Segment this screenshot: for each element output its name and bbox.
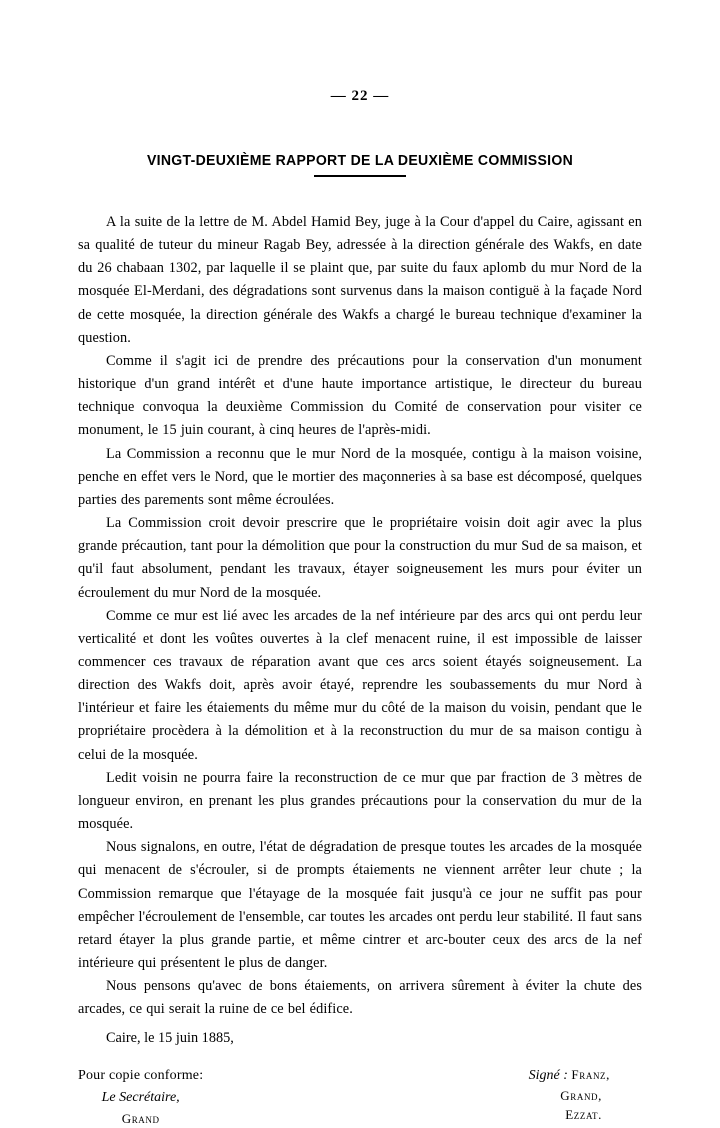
paragraph: Ledit voisin ne pourra faire la reconstruction de ce mur que par fraction de 3 mètres de longueur environ, en prenant les plus grandes précautions pour la conservation du mur de la mosquée.: [78, 769, 642, 833]
paragraph: Nous signalons, en outre, l'état de dégradation de presque toutes les arcades de la mosquée qui menacent de s'écrouler, si de prompts étaiements ne viennent arrêter leur chute ; la Commission remarque que l'étayage de la mosquée fait jusqu'à ce jour ne suffit pas pour empêcher l'écroulement de l'ensemble, car toutes les arcades ont perdu leur stabilité. Il faut sans retard étayer la plus grande partie, et même cintrer et arc-bouter ceux des arcs de la nef intérieure qui présentent le plus de danger.: [78, 839, 642, 971]
paragraph: A la suite de la lettre de M. Abdel Hamid Bey, juge à la Cour d'appel du Caire, agissant en sa qualité de tuteur du mineur Ragab Bey, adressée à la direction générale des Wakfs, en date du 26 chabaan 1302, par laquelle il se plaint que, par suite du faux aplomb du mur Nord de la mosquée El-Merdani, des dégradations sont survenus dans la maison contiguë à la façade Nord de cette mosquée, la direction générale des Wakfs a chargé le bureau technique d'examiner la question.: [78, 214, 642, 346]
place-and-date: Caire, le 15 juin 1885,: [106, 1030, 234, 1047]
paragraph: Nous pensons qu'avec de bons étaiements, on arrivera sûrement à éviter la chute des arcades, ce qui serait la ruine de ce bel édifice.: [78, 978, 642, 1018]
paragraph: La Commission a reconnu que le mur Nord de la mosquée, contigu à la maison voisine, penche en effet vers le Nord, que le mortier des maçonneries à sa base est décomposé, quelques parties des parements sont même écroulées.: [78, 445, 642, 508]
page-title: VINGT-DEUXIÈME RAPPORT DE LA DEUXIÈME COMMISSION: [146, 153, 574, 169]
document-body: [78, 211, 642, 1021]
signer-name-2: Grand,: [560, 1087, 602, 1103]
title-divider: [314, 175, 406, 177]
signature-right: [529, 1065, 642, 1125]
secretary-name: Grand: [121, 1110, 160, 1126]
signed-label: Signé :: [528, 1067, 568, 1083]
paragraph: La Commission croit devoir prescrire que le propriétaire voisin doit agir avec la plus grande précaution, tant pour la démolition que pour la construction du mur Sud de sa maison, et qu'il faut absolument, pendant les travaux, étayer soigneusement les murs pour éviter un écroulement du mur Nord de la mosquée.: [78, 515, 642, 601]
paragraph: Comme ce mur est lié avec les arcades de la nef intérieure par des arcs qui ont perdu leur verticalité et dont les voûtes ouvertes à la clef menacent ruine, il est impossible de laisser commencer ces travaux de réparation avant que ces arcs soient étayés soigneusement. La direction des Wakfs doit, après avoir étayé, reprendre les soubassements du mur Nord à l'intérieur et faire les étaiements du même mur du côté de la maison du voisin, pendant que le propriétaire procèdera à la démolition et à la reconstruction du mur de sa maison contigu à celui de la mosquée.: [78, 607, 642, 763]
signature-left: [78, 1065, 203, 1128]
paragraph: Comme il s'agit ici de prendre des précautions pour la conservation d'un monument historique d'un grand intérêt et d'une haute importance artistique, le directeur du bureau technique convoqua la deuxième Commission du Comité de conservation pour visiter ce monument, le 15 juin courant, à cinq heures de l'après-midi.: [78, 352, 642, 439]
signer-name-1: Franz,: [571, 1066, 610, 1082]
secretary-role: Le Secrétaire,: [101, 1089, 180, 1105]
signature-block: [78, 1065, 642, 1128]
copy-conform-label: Pour copie conforme:: [78, 1067, 204, 1083]
signer-name-3: Ezzat.: [565, 1107, 602, 1123]
page-number: — 22 —: [330, 88, 390, 104]
